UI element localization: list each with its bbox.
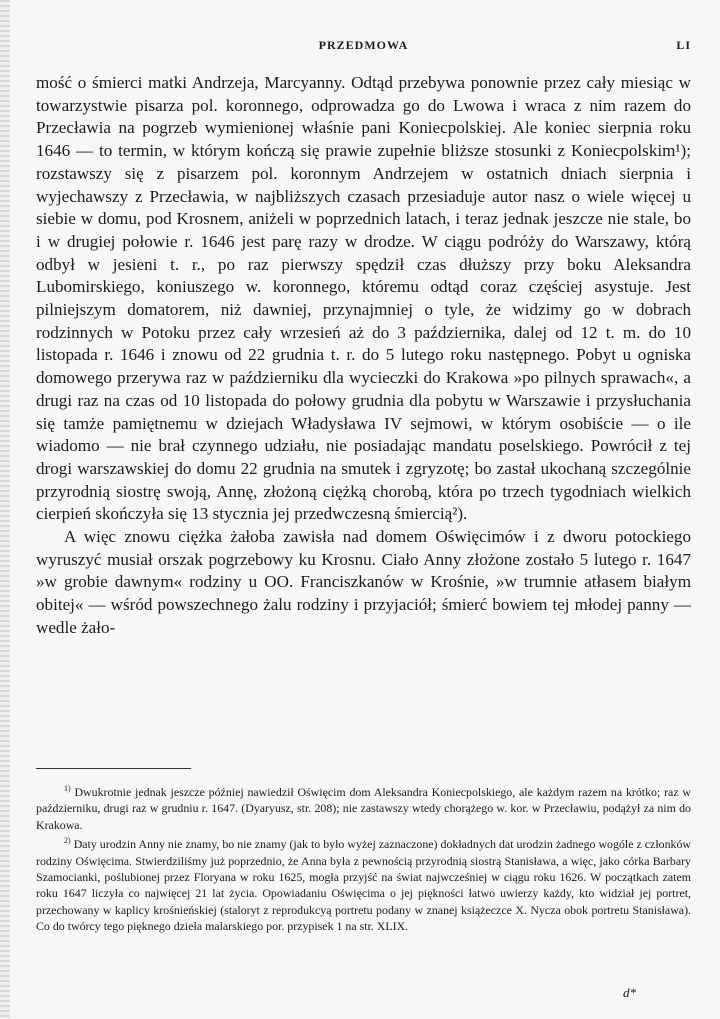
signature-mark: d* [623, 985, 636, 1000]
footnote [36, 833, 691, 934]
running-title: PRZEDMOWA [318, 38, 409, 52]
footnotes [36, 781, 691, 935]
footnote-marker: 1) [64, 784, 71, 793]
paragraph: A więc znowu ciężka żałoba zawisła nad domem Oświęcimów i z dworu potockiego wyruszyć musiał orszak pogrzebowy ku Krosnu. Ciało Anny złożone zostało 5 lutego r. 1647 »w grobie dawnym« rodziny u OO. Franciszkanów w Krośnie, »w trumnie atłasem białym obitej« — wśród powszechnego żalu rodziny i przyjaciół; śmierć bowiem tej młodej panny — wedle żało- [36, 527, 691, 637]
page-number: LI [676, 38, 691, 52]
footnote-divider [36, 768, 191, 769]
page-header [36, 36, 691, 56]
footnote [36, 781, 691, 833]
scan-edge [0, 0, 10, 1019]
footnote-text: Daty urodzin Anny nie znamy, bo nie znamy (jak to było wyżej zaznaczone) dokładnych dat urodzin żadnego wogóle z członków rodziny Oświęcima. Stwierdziliśmy już poprzednio, że Anna była z pewnością przyrodnią siostrą Stanisława, a więc, jako córka Barbary Szamocianki, poślubionej przez Floryana w roku 1625, mogła przyjść na świat najwcześniej w ciągu roku 1626. W początkach zatem roku 1647 liczyła co najwięcej 21 lat życia. Opowiadaniu Oświęcima o jej piękności łatwo uwierzy każdy, kto widział jej portret, przechowany w kaplicy krośnieńskiej (staloryt z reprodukcyą portretu podany w znanej książeczce X. Nycza obok portretu Stanisława). Co do twórcy tego pięknego dzieła malarskiego por. przypisek 1 na str. XLIX. [36, 837, 691, 934]
footnote-text: Dwukrotnie jednak jeszcze później nawiedził Oświęcim dom Aleksandra Koniecpolskiego, ale każdym razem na krótko; raz w październiku, drugi raz w grudniu r. 1647. (Dyaryusz, str. 208); nie zastawszy wtedy chorążego w. kor. w Przecławiu, podążył za nim do Krakowa. [36, 784, 691, 832]
paragraph: mość o śmierci matki Andrzeja, Marcyanny. Odtąd przebywa ponownie przez cały miesiąc w towarzystwie pisarza pol. koronnego, odprowadza go do Lwowa i wraca z nim razem do Przecławia na pogrzeb wymienionej właśnie pani Koniecpolskiej. Ale koniec sierpnia roku 1646 — to termin, w którym kończą się prawie zupełnie bliższe stosunki z Koniecpolskim¹); rozstawszy się z pisarzem pol. koronnym Andrzejem w ostatnich dniach sierpnia i wyjechawszy z Przecławia, w najbliższych czasach przesiaduje autor nasz o wiele więcej u siebie w domu, pod Krosnem, aniżeli w poprzednich latach, i teraz jednak jeszcze nie stale, bo i w drugiej połowie r. 1646 jest parę razy w drodze. W ciągu podróży do Warszawy, którą odbył w jesieni t. r., po raz pierwszy spędził czas dłuższy przy boku Aleksandra Lubomirskiego, koniuszego w. koronnego, któremu odtąd coraz częściej asystuje. Jest pilniejszym domatorem, niż dawniej, przynajmniej o tyle, że widzimy go w dobrach rodzinnych w Potoku przez cały wrzesień aż do 3 października, dalej od 12 t. m. do 10 listopada r. 1646 i znowu od 22 grudnia t. r. do 5 lutego roku następnego. Pobyt u ogniska domowego przerywa raz w październiku dla wycieczki do Krakowa »po pilnych sprawach«, a drugi raz na czas od 10 listopada do połowy grudnia dla pobytu w Warszawie i przysłuchania się tamże pamiętnemu w dziejach Władysława IV sejmowi, w którym osobiście — o ile wiadomo — nie brał czynnego udziału, nie posiadając mandatu poselskiego. Powrócił z tej drogi warszawskiej do domu 22 grudnia na smutek i zgryzotę; bo zastał ukochaną szczególnie przyrodnią siostrę swoją, Annę, złożoną ciężką chorobą, która po trzech tygodniach wielkich cierpień skończyła się 13 stycznia jej przedwczesną śmiercią²). [36, 73, 691, 524]
main-text [36, 72, 691, 640]
footnote-marker: 2) [64, 836, 71, 846]
